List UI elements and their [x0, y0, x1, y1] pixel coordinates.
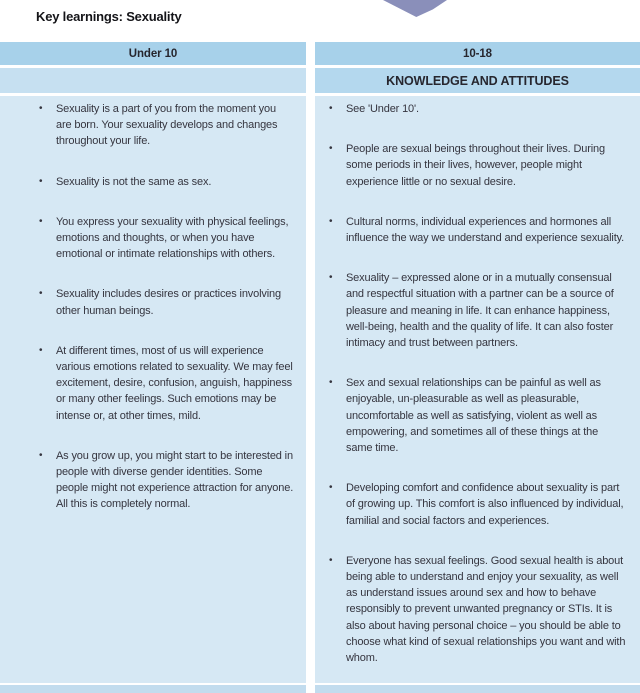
down-arrow-icon — [383, 0, 447, 17]
column-subheader-knowledge-attitudes: KNOWLEDGE AND ATTITUDES — [315, 68, 640, 93]
bullet-icon: • — [329, 215, 333, 227]
key-learnings-table — [0, 42, 640, 693]
bullet-icon: • — [39, 175, 43, 187]
list-item — [329, 214, 627, 246]
list-item — [39, 101, 294, 150]
bullet-text: You express your sexuality with physical feelings, emotions and thoughts, or when you have emotional or intimate relationships with others. — [56, 215, 289, 261]
bullet-text: See 'Under 10'. — [346, 103, 419, 115]
bullet-icon: • — [329, 482, 333, 494]
column-header-under-10: Under 10 — [0, 42, 306, 65]
bullet-icon: • — [39, 344, 43, 356]
column-under-10 — [0, 42, 306, 693]
bullet-icon: • — [39, 103, 43, 114]
list-item — [329, 270, 627, 351]
bullet-icon: • — [39, 288, 43, 300]
10-18-bullet-list — [315, 96, 640, 683]
page-title: Key learnings: Sexuality — [36, 9, 182, 24]
bullet-icon: • — [329, 272, 333, 284]
bullet-icon: • — [329, 554, 333, 566]
bullet-text: Developing comfort and confidence about sexuality is part of growing up. This comfort is also influenced by individual, familial and social factors and experiences. — [346, 482, 624, 527]
list-item — [329, 101, 627, 117]
bullet-icon: • — [39, 215, 43, 227]
bullet-text: Sex and sexual relationships can be painful as well as enjoyable, un-pleasurable as well as pleasurable, uncomfortable as well as satisfying, violent as well as empowering, and sometimes all of these things at the same time. — [346, 377, 601, 455]
bullet-text: At different times, most of us will experience various emotions related to sexuality. We may feel excitement, desire, confusion, anguish, happiness or many other feelings. Such emotions may be intense or, at other times, mild. — [56, 344, 293, 422]
bullet-icon: • — [39, 449, 43, 461]
list-item — [39, 448, 294, 513]
list-item — [329, 553, 627, 666]
bullet-text: Sexuality includes desires or practices involving other human beings. — [56, 288, 281, 317]
bullet-icon: • — [329, 103, 333, 114]
bullet-text: Cultural norms, individual experiences and hormones all influence the way we understand and experience sexuality. — [346, 215, 625, 245]
column-10-18 — [315, 42, 640, 693]
column-subheader-under-10 — [0, 68, 306, 93]
list-item — [39, 174, 294, 190]
bullet-text: As you grow up, you might start to be interested in people with diverse gender identities. Some people might not experience attraction for anyone. All this is completely normal. — [56, 449, 294, 511]
list-item — [39, 343, 294, 424]
bullet-text: Sexuality is a part of you from the moment you are born. Your sexuality develops and changes throughout your life. — [56, 103, 278, 148]
column-divider — [306, 42, 315, 693]
footer-band-left — [0, 685, 306, 693]
under-10-bullet-list — [0, 96, 306, 683]
list-item — [39, 214, 294, 263]
bullet-icon: • — [329, 143, 333, 155]
bullet-text: Sexuality – expressed alone or in a mutually consensual and respectful situation with a partner can be a source of pleasure and meaning in life. It can enhance happiness, well-being, health and the quality of life. It can also foster intimacy and trust between partners. — [346, 272, 614, 350]
list-item — [329, 480, 627, 529]
bullet-icon: • — [329, 377, 333, 389]
bullet-text: People are sexual beings throughout their lives. During some periods in their lives, however, people might experience little or no sexual desire. — [346, 143, 605, 188]
footer-band-right — [315, 685, 640, 693]
list-item — [329, 141, 627, 190]
bullet-text: Sexuality is not the same as sex. — [56, 175, 212, 188]
list-item — [39, 286, 294, 318]
column-header-10-18: 10-18 — [315, 42, 640, 65]
list-item — [329, 375, 627, 456]
bullet-text: Everyone has sexual feelings. Good sexual health is about being able to understand and enjoy your sexuality, as well as understand issues around sex and how to behave responsibly to prevent unwanted pregnancy or STIs. It is also about having personal choice – you should be able to choose what kind of sexual relationships you want and with whom. — [346, 554, 626, 665]
